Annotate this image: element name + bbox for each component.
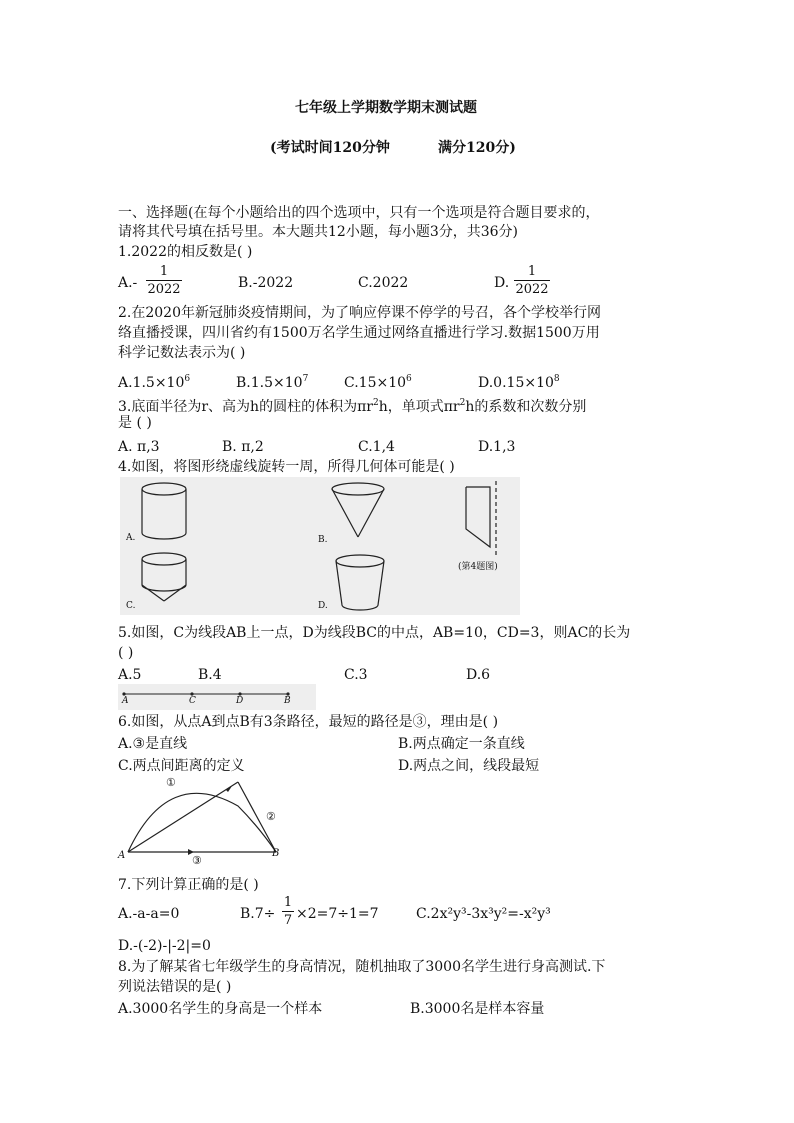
section-heading-line2: 请将其代号填在括号里。本大题共12小题，每小题3分，共36分): [118, 224, 518, 240]
q8-line2: 列说法错误的是( ): [118, 979, 232, 995]
q1-option-d-prefix: D.: [494, 275, 510, 291]
q2-option-c: $C.15\times 10^6$: [344, 374, 412, 391]
q6-paths-drawing: [118, 776, 288, 868]
q5-option-d: D.6: [466, 667, 491, 683]
q6-option-a: A.③是直线: [118, 736, 188, 752]
q1-option-a-fraction: [146, 264, 182, 297]
q2-option-b: $B.1.5\times 10^7$: [236, 374, 309, 391]
q6-option-b: B.两点确定一条直线: [398, 736, 525, 752]
q6-path-2: ②: [266, 810, 276, 823]
numerator: 1: [527, 264, 537, 279]
q3-option-c: C.1,4: [358, 439, 395, 455]
q7-option-d: D.-(-2)-|-2|=0: [118, 938, 211, 954]
q5-point-d: D: [236, 696, 244, 706]
denominator: 2022: [147, 282, 181, 297]
numerator: 1: [283, 895, 293, 910]
q7-option-b-prefix: B.7÷: [240, 906, 276, 922]
q1-option-c: C.2022: [358, 275, 409, 291]
exam-time: (考试时间120分钟: [270, 140, 390, 156]
exam-score: 满分120分): [438, 140, 516, 156]
q7-option-a: A.-a-a=0: [118, 906, 180, 922]
q2-option-d: $D.0.15\times 10^8$: [478, 374, 560, 391]
q1-option-b: B.-2022: [238, 275, 294, 291]
fraction-bar: [282, 911, 294, 912]
q5-point-c: C: [189, 696, 196, 706]
q4-label-b: B.: [318, 535, 328, 545]
q6-option-d: D.两点之间，线段最短: [398, 758, 540, 774]
q6-stem: 6.如图，从点A到点B有3条路径，最短的路径是③，理由是( ): [118, 714, 499, 730]
q7-option-b-suffix: ×2=7÷1=7: [296, 906, 379, 922]
numerator: 1: [159, 264, 169, 279]
q1-option-a-prefix: A.-: [118, 275, 138, 291]
q7-option-c: C.2x²y³-3x³y²=-x²y³: [416, 906, 551, 922]
q4-label-a: A.: [126, 533, 136, 543]
q8-line1: 8.为了解某省七年级学生的身高情况，随机抽取了3000名学生进行身高测试.下: [118, 959, 606, 975]
q5-figure: [118, 684, 316, 710]
denominator: 2022: [515, 282, 549, 297]
q6-path-1: ①: [166, 776, 176, 789]
q4-figure: [120, 477, 520, 615]
q6-figure: [118, 776, 288, 868]
q4-label-d: D.: [318, 601, 328, 611]
q8-option-a: A.3000名学生的身高是一个样本: [118, 1001, 323, 1017]
q2-line1: 2.在2020年新冠肺炎疫情期间，为了响应停课不停学的号召，各个学校举行网: [118, 305, 601, 321]
q3-option-b: B. π,2: [222, 439, 264, 455]
q4-stem: 4.如图，将图形绕虚线旋转一周，所得几何体可能是( ): [118, 459, 455, 475]
q3-line2: 是 ( ): [118, 415, 152, 431]
q6-point-b: B: [272, 848, 280, 859]
page-title: 七年级上学期数学期末测试题: [295, 100, 477, 116]
q4-figure-caption: (第4题图): [458, 562, 498, 572]
q3-option-d: D.1,3: [478, 439, 516, 455]
q5-point-b: B: [284, 696, 291, 706]
q7-option-b-fraction: [282, 895, 294, 928]
q6-path-3: ③: [192, 854, 202, 867]
q5-option-c: C.3: [344, 667, 368, 683]
q5-option-a: A.5: [118, 667, 142, 683]
section-heading-line1: 一、选择题(在每个小题给出的四个选项中，只有一个选项是符合题目要求的，: [118, 205, 600, 221]
fraction-bar: [514, 280, 550, 281]
q5-line1: 5.如图，C为线段AB上一点，D为线段BC的中点，AB=10，CD=3，则AC的长为: [118, 625, 631, 641]
q6-option-c: C.两点间距离的定义: [118, 758, 245, 774]
q2-line3: 科学记数法表示为( ): [118, 345, 246, 361]
q5-line2: ( ): [118, 645, 134, 661]
q5-option-b: B.4: [198, 667, 222, 683]
q4-label-c: C.: [126, 601, 136, 611]
denominator: 7: [283, 913, 293, 928]
q4-figure-drawing: [120, 477, 520, 615]
q2-line2: 络直播授课，四川省约有1500万名学生通过网络直播进行学习.数据1500万用: [118, 325, 600, 341]
q1-option-d-fraction: [514, 264, 550, 297]
q7-stem: 7.下列计算正确的是( ): [118, 877, 259, 893]
q3-option-a: A. π,3: [118, 439, 160, 455]
q1-stem: 1.2022的相反数是( ): [118, 244, 253, 260]
fraction-bar: [146, 280, 182, 281]
q6-point-a: A: [118, 850, 126, 861]
q8-option-b: B.3000名是样本容量: [410, 1001, 545, 1017]
q2-option-a: $A.1.5\times 10^6$: [118, 374, 191, 391]
q5-point-a: A: [122, 696, 129, 706]
q3-line1: 3.底面半径为r、高为h的圆柱的体积为$\pi r^2h$，单项式$\pi r^2h$的系数和次数分别: [118, 398, 587, 415]
